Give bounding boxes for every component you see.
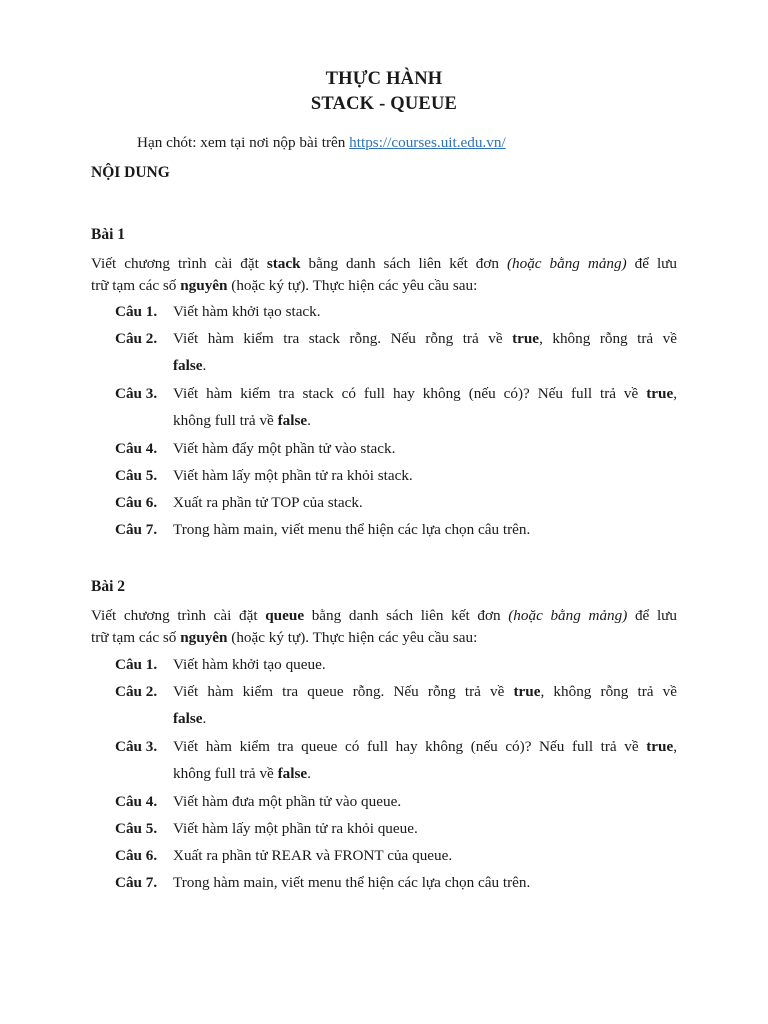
intro-line (91, 253, 677, 275)
intro-text: Viết chương trình cài đặt (91, 607, 266, 624)
question-label: Câu 3. (115, 738, 158, 755)
question-label: Câu 3. (115, 385, 158, 402)
question-label: Câu 7. (115, 874, 158, 891)
question-text (173, 298, 677, 325)
q-keyword: false (173, 710, 203, 727)
question-line (173, 325, 677, 352)
q-text: , không rỗng trả về (539, 330, 677, 347)
q-keyword: true (646, 738, 674, 755)
intro-line (91, 275, 677, 297)
intro-text: bằng danh sách liên kết đơn (300, 255, 507, 272)
question-label: Câu 1. (115, 303, 158, 320)
question-line: Trong hàm main, viết menu thể hiện các lựa chọn câu trên. (173, 521, 531, 538)
question-label: Câu 4. (115, 440, 158, 457)
q-text: . (202, 357, 207, 374)
intro-text: (hoặc ký tự). Thực hiện các yêu cầu sau: (227, 629, 478, 646)
question-line: Viết hàm khởi tạo queue. (173, 656, 326, 673)
question-label: Câu 2. (115, 330, 158, 347)
question-line: Viết hàm đưa một phần tử vào queue. (173, 793, 402, 810)
question-line: Trong hàm main, viết menu thể hiện các lựa chọn câu trên. (173, 874, 531, 891)
q-keyword: false (277, 412, 308, 429)
question-text (173, 489, 677, 516)
intro-text: (hoặc ký tự). Thực hiện các yêu cầu sau: (227, 277, 478, 294)
intro-keyword: stack (266, 255, 301, 272)
intro-text: bằng danh sách liên kết đơn (304, 607, 509, 624)
intro-text: để lưu (627, 607, 678, 624)
doc-title: THỰC HÀNH (325, 69, 443, 89)
q-text: Viết hàm kiểm tra queue rỗng. Nếu rỗng trả về (173, 683, 514, 700)
question-label: Câu 7. (115, 521, 158, 538)
question-line (173, 705, 677, 732)
intro-line (91, 605, 677, 627)
q-keyword: false (277, 765, 308, 782)
intro-text: trữ tạm các số (91, 277, 181, 294)
q-text: Viết hàm kiểm tra stack rỗng. Nếu rỗng trả về (173, 330, 513, 347)
intro-text: Viết chương trình cài đặt (91, 255, 267, 272)
exercise-1-intro (91, 253, 677, 297)
intro-line (91, 627, 677, 649)
question-label: Câu 1. (115, 656, 158, 673)
intro-keyword: queue (265, 607, 305, 624)
intro-keyword: nguyên (180, 277, 228, 294)
question-text (173, 842, 677, 869)
question-line: Viết hàm khởi tạo stack. (173, 303, 321, 320)
q-text: Viết hàm kiểm tra stack có full hay không (nếu có)? Nếu full trả về (173, 385, 647, 402)
question-line: Xuất ra phần tử REAR và FRONT của queue. (173, 847, 453, 864)
question-label: Câu 5. (115, 467, 158, 484)
question-label: Câu 5. (115, 820, 158, 837)
question-line (173, 733, 677, 760)
doc-subtitle: STACK - QUEUE (310, 94, 458, 114)
section-heading: NỘI DUNG (91, 164, 170, 181)
q-keyword: false (173, 357, 203, 374)
intro-italic: (hoặc bằng mảng) (508, 607, 628, 624)
question-text (173, 678, 677, 732)
question-line: Xuất ra phần tử TOP của stack. (173, 494, 363, 511)
question-line: Viết hàm lấy một phần tử ra khỏi stack. (173, 467, 413, 484)
question-text (173, 516, 677, 543)
question-text (173, 380, 677, 434)
question-text (173, 733, 677, 787)
question-line (173, 352, 677, 379)
q-text: , (673, 385, 677, 402)
question-label: Câu 4. (115, 793, 158, 810)
question-text (173, 435, 677, 462)
question-line (173, 678, 677, 705)
question-line (173, 760, 677, 787)
exercise-1-heading: Bài 1 (91, 226, 126, 243)
q-text: Viết hàm kiểm tra queue có full hay không (nếu có)? Nếu full trả về (173, 738, 647, 755)
courses-link[interactable]: https://courses.uit.edu.vn/ (349, 134, 506, 151)
question-label: Câu 6. (115, 847, 158, 864)
q-text: . (307, 765, 311, 782)
q-keyword: true (513, 683, 541, 700)
question-label: Câu 2. (115, 683, 158, 700)
question-line: Viết hàm đẩy một phần tử vào stack. (173, 440, 396, 457)
intro-italic: (hoặc bằng mảng) (506, 255, 627, 272)
q-keyword: true (646, 385, 674, 402)
q-keyword: true (512, 330, 540, 347)
q-text: , (673, 738, 677, 755)
q-text: . (307, 412, 311, 429)
question-text (173, 651, 677, 678)
intro-text: trữ tạm các số (91, 629, 181, 646)
question-text (173, 462, 677, 489)
q-text: , không rỗng trả về (540, 683, 677, 700)
q-text: không full trả về (173, 765, 278, 782)
intro-keyword: nguyên (180, 629, 228, 646)
question-line (173, 407, 677, 434)
q-text: không full trả về (173, 412, 278, 429)
q-text: . (202, 710, 207, 727)
question-line (173, 380, 677, 407)
deadline-text: Hạn chót: xem tại nơi nộp bài trên (137, 134, 350, 151)
question-text (173, 869, 677, 896)
intro-text: để lưu (626, 255, 678, 272)
exercise-2-heading: Bài 2 (91, 578, 126, 595)
exercise-2-intro (91, 605, 677, 649)
question-label: Câu 6. (115, 494, 158, 511)
question-text (173, 815, 677, 842)
question-line: Viết hàm lấy một phần tử ra khỏi queue. (173, 820, 418, 837)
question-text (173, 788, 677, 815)
deadline-line (137, 134, 506, 152)
question-text (173, 325, 677, 379)
